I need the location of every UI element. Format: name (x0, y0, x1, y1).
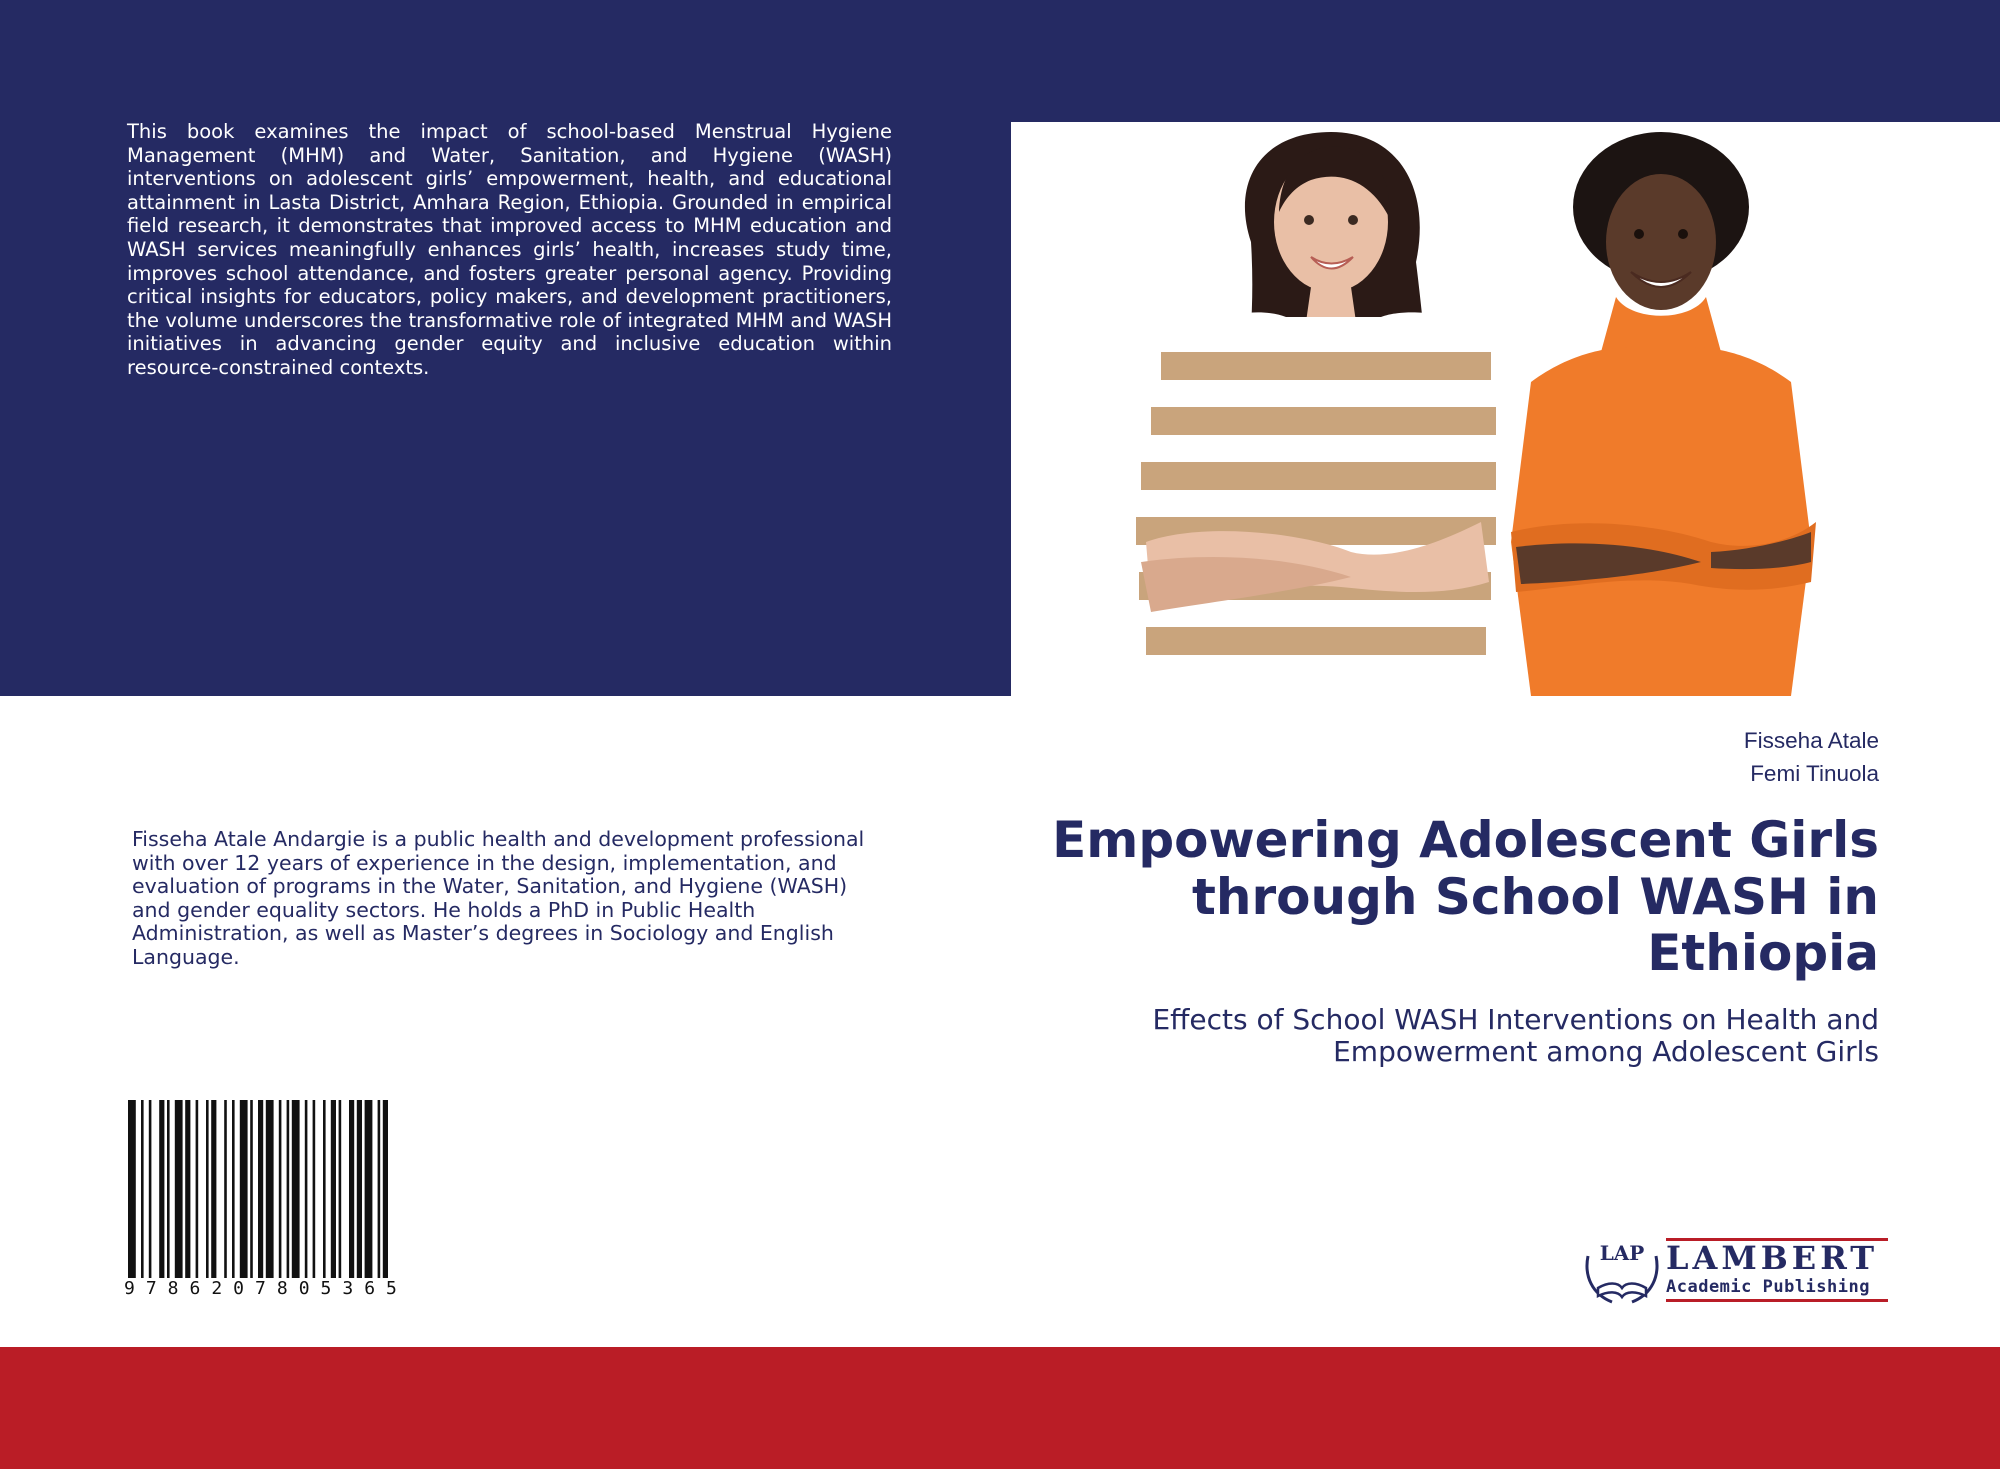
barcode-bar (175, 1100, 183, 1280)
barcode-bar (365, 1100, 373, 1280)
woman-orange-top (1511, 132, 1816, 696)
publisher-imprint: Academic Publishing (1666, 1277, 1870, 1297)
book-blurb: This book examines the impact of school-based Menstrual Hygiene Management (MHM) and Water, Sanitation, and Hygiene (WASH) interventions on adolescent girls’ empowerment, health, and educational attainment in Lasta District, Amhara Region, Ethiopia. Grounded in empirical field research, it demonstrates that improved access to MHM education and WASH services meaningfully enhances girls’ health, increases study time, improves school attendance, and fosters greater personal agency. Providing critical insights for educators, policy makers, and development practitioners, the volume underscores the transformative role of integrated MHM and WASH initiatives in advancing gender equity and inclusive education within resource-constrained contexts. (127, 120, 892, 379)
two-women-illustration (1011, 122, 2000, 696)
isbn-barcode (128, 1100, 458, 1300)
barcode-bar (128, 1100, 136, 1280)
barcode-bar (240, 1100, 248, 1280)
book-title: Empowering Adolescent Girls through School WASH in Ethiopia (1052, 811, 1879, 982)
barcode-bar (383, 1100, 388, 1280)
woman-striped-top (1131, 132, 1501, 696)
lap-mark: LAP (1599, 1241, 1645, 1265)
barcode-bar (323, 1100, 326, 1280)
book-subtitle: Effects of School WASH Interventions on Health and Empowerment among Adolescent Girls (1152, 1003, 1879, 1068)
barcode-bar (185, 1100, 190, 1280)
barcode-bar (159, 1100, 164, 1280)
barcode-bar (279, 1100, 282, 1280)
barcode-bar (250, 1100, 253, 1280)
barcode-bar (313, 1100, 316, 1280)
barcode-bar (167, 1100, 170, 1280)
barcode-bar (232, 1100, 235, 1280)
cover-photo (1011, 122, 2000, 696)
barcode-bar (339, 1100, 342, 1280)
barcode-bar (266, 1100, 274, 1280)
barcode-bar (287, 1100, 290, 1280)
barcode-bar (149, 1100, 152, 1280)
barcode-bar (357, 1100, 362, 1280)
open-book-icon (1598, 1284, 1646, 1298)
barcode-bar (331, 1100, 336, 1280)
author-bio: Fisseha Atale Andargie is a public health and development professional with over 12 years of experience in the design, implementation, and evaluation of programs in the Water, Sanitation, and Hygiene (WASH) and gender equality sectors. He holds a PhD in Public Health Administration, as well as Master’s degrees in Sociology and English Language. (132, 827, 865, 969)
barcode-bar (141, 1100, 144, 1280)
barcode-bar (224, 1100, 227, 1280)
publisher-name: LAMBERT (1666, 1239, 1879, 1277)
barcode-bar (258, 1100, 263, 1280)
barcode-bar (305, 1100, 308, 1280)
author-name: Fisseha Atale (1743, 728, 1879, 753)
barcode-bar (292, 1100, 300, 1280)
author-list (1744, 724, 1879, 790)
author-name: Femi Tinuola (1750, 761, 1879, 786)
red-bottom-band (0, 1347, 2000, 1469)
barcode-bar (349, 1100, 354, 1280)
logo-rule-bottom (1666, 1299, 1888, 1302)
isbn-digits: 9786207805365 (124, 1278, 454, 1299)
barcode-bar (211, 1100, 216, 1280)
barcode-bar (378, 1100, 381, 1280)
barcode-bar (196, 1100, 199, 1280)
barcode-bar (206, 1100, 209, 1280)
